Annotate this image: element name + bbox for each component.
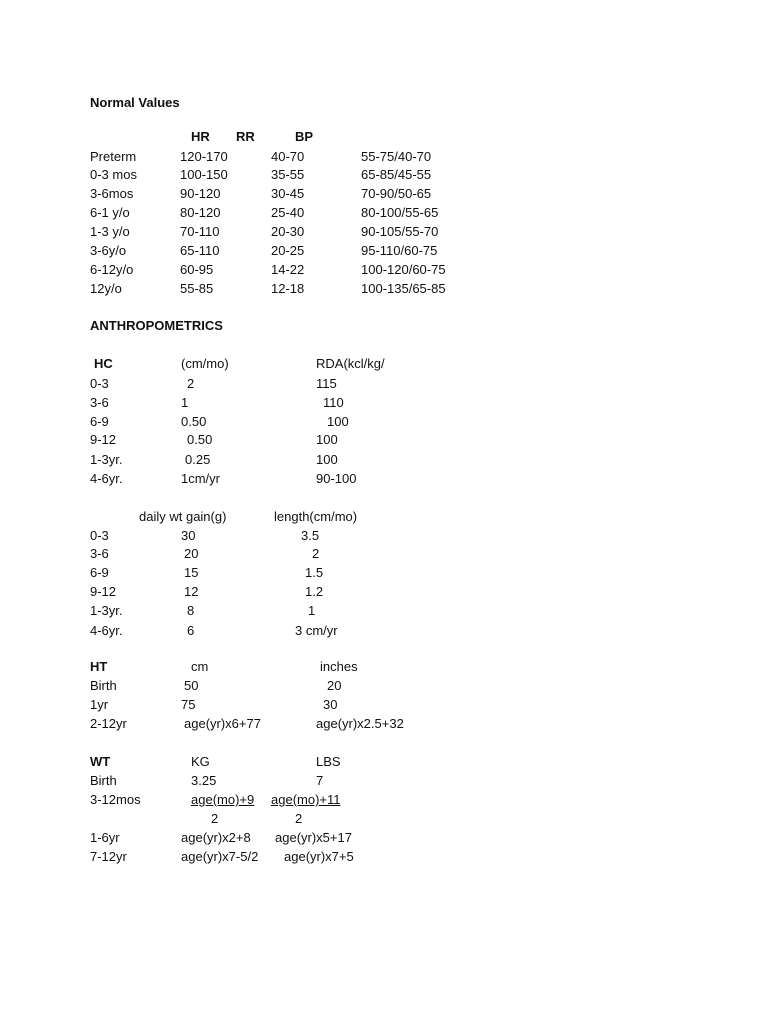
bp-value: 100-135/65-85 bbox=[361, 281, 446, 296]
rr-value: 20-25 bbox=[271, 243, 305, 258]
rda-value: 115 bbox=[316, 376, 337, 391]
header-bp: BP bbox=[295, 129, 314, 144]
wt-lbs-formula-denominator: 2 bbox=[295, 811, 303, 826]
wt-kg-value: age(yr)x2+8 bbox=[181, 830, 251, 845]
age-label: Preterm bbox=[90, 149, 137, 164]
age-label: 0-3 bbox=[90, 528, 109, 543]
age-label: Birth bbox=[90, 678, 117, 693]
hr-value: 100-150 bbox=[180, 167, 228, 182]
age-label: 4-6yr. bbox=[90, 623, 123, 638]
rda-value: 100 bbox=[316, 452, 338, 467]
wt-kg-formula-numerator: age(mo)+9 bbox=[191, 792, 255, 807]
wt-kg-value: age(yr)x7-5/2 bbox=[181, 849, 259, 864]
wt-kg-value: 3.25 bbox=[191, 773, 217, 788]
rr-value: 20-30 bbox=[271, 224, 305, 239]
bp-value: 55-75/40-70 bbox=[361, 149, 432, 164]
length-value: 2 bbox=[312, 546, 320, 561]
wt-gain-value: 30 bbox=[181, 528, 196, 543]
wt-gain-value: 20 bbox=[184, 546, 199, 561]
age-label: 3-12mos bbox=[90, 792, 141, 807]
age-label: 0-3 bbox=[90, 376, 109, 391]
age-label: 3-6mos bbox=[90, 186, 134, 201]
hr-value: 120-170 bbox=[180, 149, 228, 164]
ht-cm-value: age(yr)x6+77 bbox=[184, 716, 261, 731]
rr-value: 30-45 bbox=[271, 186, 305, 201]
ht-cm-value: 75 bbox=[181, 697, 196, 712]
age-label: 6-1 y/o bbox=[90, 205, 130, 220]
age-label: 3-6 bbox=[90, 546, 109, 561]
wt-lbs-value: age(yr)x5+17 bbox=[275, 830, 352, 845]
age-label: 0-3 mos bbox=[90, 167, 137, 182]
wt-lbs-value: 7 bbox=[316, 773, 324, 788]
header-rda: RDA(kcl/kg/ bbox=[316, 356, 385, 371]
age-label: 1-3 y/o bbox=[90, 224, 130, 239]
wt-kg-formula-denominator: 2 bbox=[211, 811, 219, 826]
rr-value: 14-22 bbox=[271, 262, 305, 277]
age-label: 6-12y/o bbox=[90, 262, 134, 277]
header-kg: KG bbox=[191, 754, 210, 769]
rr-value: 25-40 bbox=[271, 205, 305, 220]
hc-value: 0.50 bbox=[181, 414, 207, 429]
rda-value: 90-100 bbox=[316, 471, 357, 486]
age-label: 6-9 bbox=[90, 565, 109, 580]
wt-gain-value: 15 bbox=[184, 565, 199, 580]
ht-inches-value: 30 bbox=[323, 697, 338, 712]
ht-cm-value: 50 bbox=[184, 678, 199, 693]
rda-value: 100 bbox=[327, 414, 349, 429]
bp-value: 70-90/50-65 bbox=[361, 186, 432, 201]
bp-value: 95-110/60-75 bbox=[361, 243, 438, 258]
hr-value: 90-120 bbox=[180, 186, 221, 201]
length-value: 1 bbox=[308, 603, 316, 618]
header-lbs: LBS bbox=[316, 754, 341, 769]
hr-value: 65-110 bbox=[180, 243, 220, 258]
bp-value: 65-85/45-55 bbox=[361, 167, 432, 182]
wt-gain-value: 6 bbox=[187, 623, 195, 638]
wt-lbs-value: age(yr)x7+5 bbox=[284, 849, 354, 864]
age-label: 1yr bbox=[90, 697, 109, 712]
age-label: 12y/o bbox=[90, 281, 122, 296]
age-label: Birth bbox=[90, 773, 117, 788]
hc-value: 0.50 bbox=[187, 432, 213, 447]
header-hr: HR bbox=[191, 129, 210, 144]
section-title-normal-values: Normal Values bbox=[90, 95, 180, 110]
length-value: 1.2 bbox=[305, 584, 324, 599]
rr-value: 35-55 bbox=[271, 167, 305, 182]
ht-inches-value: 20 bbox=[327, 678, 342, 693]
hr-value: 80-120 bbox=[180, 205, 221, 220]
age-label: 4-6yr. bbox=[90, 471, 123, 486]
header-inches: inches bbox=[320, 659, 358, 674]
age-label: 9-12 bbox=[90, 584, 117, 599]
header-hc: HC bbox=[94, 356, 113, 371]
hc-value: 1 bbox=[181, 395, 189, 410]
header-cm-mo: (cm/mo) bbox=[181, 356, 229, 371]
hr-value: 70-110 bbox=[180, 224, 220, 239]
bp-value: 80-100/55-65 bbox=[361, 205, 439, 220]
bp-value: 100-120/60-75 bbox=[361, 262, 446, 277]
age-label: 9-12 bbox=[90, 432, 117, 447]
header-rr: RR bbox=[236, 129, 255, 144]
age-label: 2-12yr bbox=[90, 716, 127, 731]
hr-value: 55-85 bbox=[180, 281, 214, 296]
length-value: 1.5 bbox=[305, 565, 324, 580]
wt-gain-value: 8 bbox=[187, 603, 195, 618]
length-value: 3.5 bbox=[301, 528, 320, 543]
rr-value: 12-18 bbox=[271, 281, 305, 296]
header-ht: HT bbox=[90, 659, 108, 674]
age-label: 7-12yr bbox=[90, 849, 127, 864]
rda-value: 110 bbox=[323, 395, 344, 410]
hc-value: 1cm/yr bbox=[181, 471, 220, 486]
header-wt: WT bbox=[90, 754, 111, 769]
wt-gain-value: 12 bbox=[184, 584, 199, 599]
bp-value: 90-105/55-70 bbox=[361, 224, 439, 239]
age-label: 1-3yr. bbox=[90, 452, 123, 467]
age-label: 3-6 bbox=[90, 395, 109, 410]
hc-value: 2 bbox=[187, 376, 195, 391]
rda-value: 100 bbox=[316, 432, 338, 447]
hr-value: 60-95 bbox=[180, 262, 214, 277]
header-cm: cm bbox=[191, 659, 209, 674]
header-daily-wt-gain: daily wt gain(g) bbox=[139, 509, 227, 524]
section-title-anthropometrics: ANTHROPOMETRICS bbox=[90, 318, 223, 333]
age-label: 6-9 bbox=[90, 414, 109, 429]
rr-value: 40-70 bbox=[271, 149, 305, 164]
age-label: 3-6y/o bbox=[90, 243, 127, 258]
age-label: 1-3yr. bbox=[90, 603, 123, 618]
length-value: 3 cm/yr bbox=[295, 623, 338, 638]
hc-value: 0.25 bbox=[185, 452, 211, 467]
header-length: length(cm/mo) bbox=[274, 509, 358, 524]
wt-lbs-formula-numerator: age(mo)+11 bbox=[271, 792, 341, 807]
age-label: 1-6yr bbox=[90, 830, 120, 845]
ht-inches-value: age(yr)x2.5+32 bbox=[316, 716, 404, 731]
